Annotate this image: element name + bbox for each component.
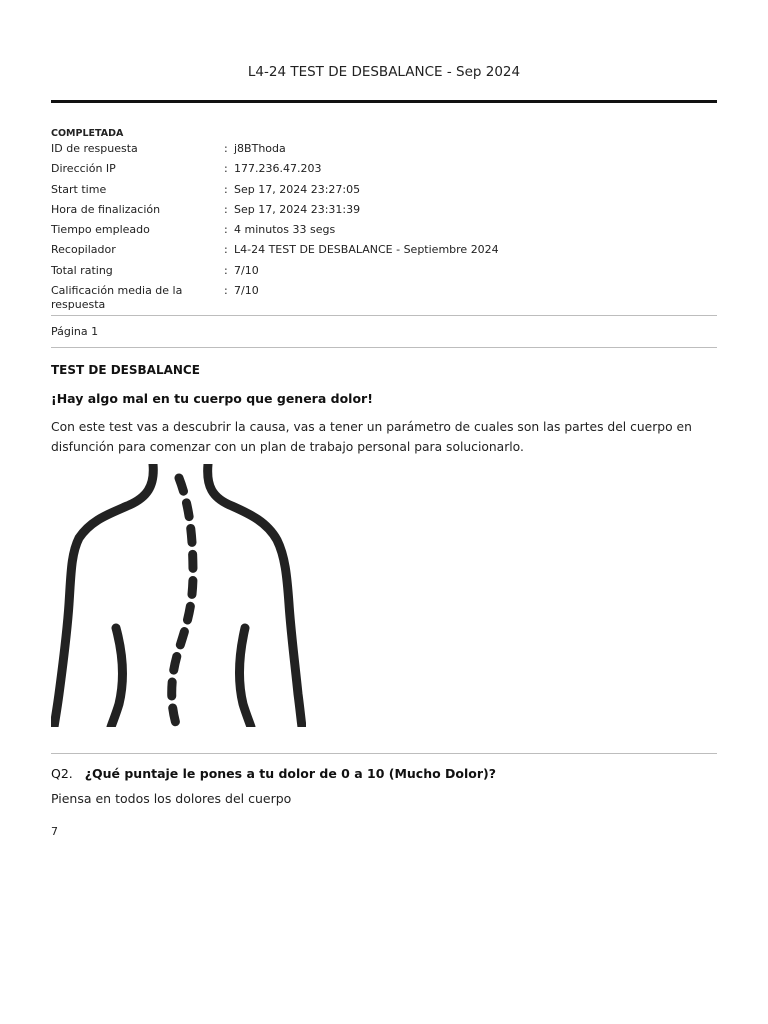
spine-dashed-line	[172, 478, 193, 724]
section-subtitle: ¡Hay algo mal en tu cuerpo que genera dolor!	[51, 391, 373, 406]
meta-row-time-spent	[51, 223, 711, 240]
meta-label: Dirección IP	[51, 162, 116, 176]
meta-row-start-time	[51, 183, 711, 200]
meta-label: Total rating	[51, 263, 113, 277]
meta-value: 4 minutos 33 segs	[234, 223, 336, 237]
divider	[51, 315, 717, 316]
meta-label: ID de respuesta	[51, 142, 138, 155]
meta-value: j8BThoda	[234, 142, 286, 155]
meta-value: L4-24 TEST DE DESBALANCE - Septiembre 2024	[234, 243, 499, 257]
meta-separator: :	[224, 142, 228, 155]
response-metadata	[51, 142, 711, 315]
divider	[51, 753, 717, 754]
page-title: L4-24 TEST DE DESBALANCE - Sep 2024	[247, 64, 521, 80]
meta-separator: :	[224, 202, 228, 216]
meta-label: Start time	[51, 182, 107, 196]
meta-row-collector	[51, 243, 711, 260]
meta-separator: :	[224, 284, 228, 298]
meta-value: 7/10	[234, 263, 259, 277]
divider	[51, 347, 717, 348]
meta-value: 7/10	[234, 284, 259, 298]
meta-value: Sep 17, 2024 23:27:05	[234, 182, 361, 196]
meta-label: Hora de finalización	[51, 202, 161, 216]
question-number: Q2.	[51, 766, 73, 781]
back-spine-icon	[51, 464, 306, 727]
meta-value: 177.236.47.203	[234, 162, 322, 176]
meta-separator: :	[224, 162, 228, 176]
question-help-text: Piensa en todos los dolores del cuerpo	[51, 791, 292, 806]
meta-label: Recopilador	[51, 243, 116, 257]
meta-row-end-time	[51, 203, 711, 220]
question-heading	[51, 766, 496, 781]
page-number: Página 1	[51, 325, 99, 338]
meta-separator: :	[224, 263, 228, 277]
meta-label: Tiempo empleado	[51, 223, 150, 237]
meta-separator: :	[224, 243, 228, 257]
back-spine-illustration	[51, 464, 306, 727]
section-description: Con este test vas a descubrir la causa, vas a tener un parámetro de cuales son las partes del cuerpo en disfunción para comenzar con un plan de trabajo personal para solucionarlo.	[51, 420, 692, 454]
meta-value: Sep 17, 2024 23:31:39	[234, 202, 361, 216]
meta-separator: :	[224, 182, 228, 196]
status-label: COMPLETADA	[51, 128, 124, 139]
section-title: TEST DE DESBALANCE	[51, 363, 200, 377]
meta-label: Calificación media de la respuesta	[51, 284, 183, 312]
meta-row-response-id	[51, 142, 711, 159]
title-divider	[51, 100, 717, 103]
meta-row-average-rating	[51, 284, 711, 312]
meta-row-ip-address	[51, 162, 711, 179]
meta-separator: :	[224, 223, 228, 237]
question-text: ¿Qué puntaje le pones a tu dolor de 0 a 10 (Mucho Dolor)?	[84, 766, 497, 781]
meta-row-total-rating	[51, 264, 711, 281]
question-answer: 7	[51, 825, 58, 838]
